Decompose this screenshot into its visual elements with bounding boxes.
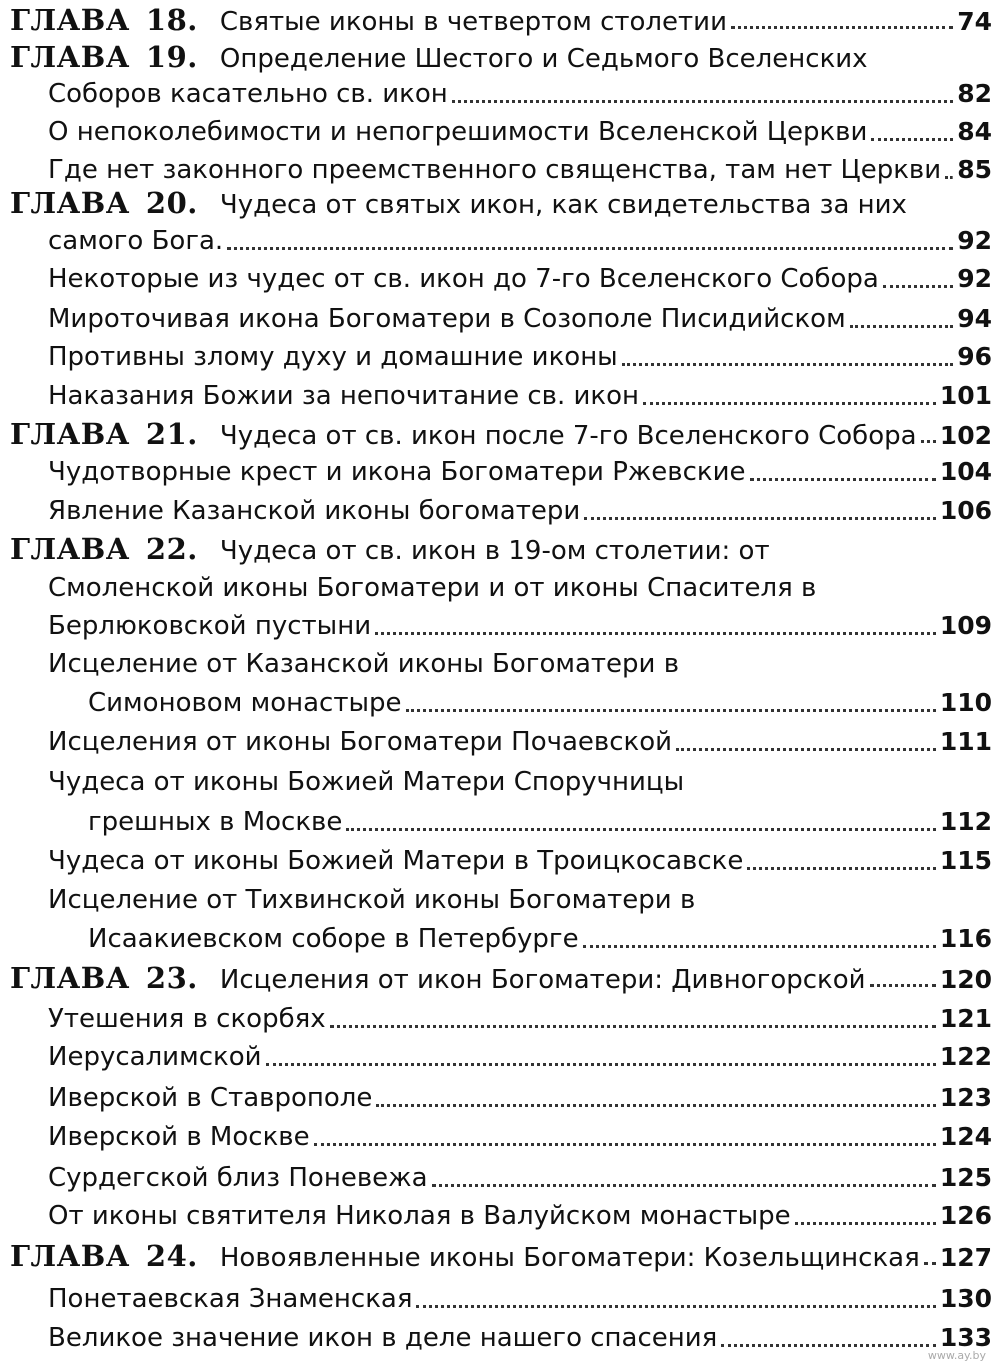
page-number: 74	[957, 7, 992, 36]
entry-title: Святые иконы в четвертом столетии	[219, 7, 727, 37]
toc-entry-line	[0, 610, 992, 642]
chapter-number: 20.	[145, 186, 198, 220]
chapter-label	[10, 1240, 198, 1272]
chapter-number: 19.	[145, 40, 198, 74]
page-number: 133	[939, 1323, 992, 1352]
leader-dots	[747, 867, 935, 870]
watermark: www.ay.by	[927, 1349, 986, 1362]
entry-title: Где нет законного преемственного священства, там нет Церкви	[48, 155, 942, 185]
entry-title: грешных в Москве	[88, 807, 343, 837]
leader-dots	[750, 478, 936, 481]
leader-dots	[883, 285, 953, 288]
leader-dots	[643, 402, 936, 405]
toc-entry-line	[0, 456, 992, 488]
entry-title: Сурдегской близ Поневежа	[48, 1163, 428, 1193]
page-number: 123	[939, 1083, 992, 1112]
leader-dots	[452, 100, 953, 103]
toc-entry-line	[0, 845, 992, 877]
page-number: 92	[957, 264, 992, 293]
page-number: 92	[957, 226, 992, 255]
toc-entry-line	[0, 687, 992, 719]
page-number: 85	[957, 155, 992, 184]
leader-dots	[622, 363, 953, 366]
page-number: 111	[939, 727, 992, 756]
leader-dots	[584, 517, 936, 520]
leader-dots	[406, 709, 936, 712]
entry-title: Явление Казанской иконы богоматери	[48, 496, 581, 526]
toc-entry-line	[0, 1200, 992, 1232]
entry-title: Чудотворные крест и икона Богоматери Ржевские	[48, 457, 746, 487]
toc-entry-line	[0, 648, 992, 680]
leader-dots	[676, 748, 936, 751]
entry-title: Исцеление от Казанской иконы Богоматери в	[48, 649, 680, 679]
leader-dots	[583, 945, 936, 948]
toc-entry-line	[0, 923, 992, 955]
page-number: 127	[939, 1243, 992, 1272]
page-number: 110	[939, 688, 992, 717]
toc-entry-line	[0, 78, 992, 110]
chapter-label	[10, 418, 198, 450]
toc-entry-line	[0, 1082, 992, 1114]
chapter-heading	[10, 962, 992, 994]
chapter-label	[10, 962, 198, 994]
leader-dots	[795, 1222, 936, 1225]
leader-dots	[850, 325, 954, 328]
page-number: 84	[957, 117, 992, 146]
page-number: 101	[939, 381, 992, 410]
toc-entry-line	[0, 1003, 992, 1035]
page-number: 112	[939, 807, 992, 836]
entry-title: Чудеса от иконы Божией Матери Споручницы	[48, 767, 685, 797]
toc-entry-line	[0, 806, 992, 838]
entry-title: Иерусалимской	[48, 1042, 262, 1072]
toc-entry-line	[0, 341, 992, 373]
toc-entry-line	[0, 884, 992, 916]
entry-title: Утешения в скорбях	[48, 1004, 326, 1034]
leader-dots	[375, 632, 936, 635]
toc-entry-line	[0, 1162, 992, 1194]
entry-title: Чудеса от иконы Божией Матери в Троицкосавске	[48, 846, 744, 876]
toc-entry-line	[0, 726, 992, 758]
leader-dots	[346, 828, 935, 831]
page-number: 130	[939, 1284, 992, 1313]
leader-dots	[376, 1104, 935, 1107]
entry-title: Противны злому духу и домашние иконы	[48, 342, 618, 372]
leader-dots	[945, 176, 953, 179]
page-number: 104	[939, 457, 992, 486]
entry-title: Исцеление от Тихвинской иконы Богоматери в	[48, 885, 696, 915]
toc-entry-line	[0, 1121, 992, 1153]
entry-title: Берлюковской пустыни	[48, 611, 372, 641]
entry-title: Чудеса от святых икон, как свидетельства за них	[219, 190, 907, 220]
chapter-heading	[10, 418, 992, 450]
entry-title: Чудеса от св. икон в 19-ом столетии: от	[219, 536, 770, 566]
toc-entry-line	[0, 1041, 992, 1073]
leader-dots	[721, 1344, 936, 1347]
toc-entry-line	[0, 225, 992, 257]
leader-dots	[870, 984, 936, 987]
entry-title: Определение Шестого и Седьмого Вселенских	[219, 44, 868, 74]
page-number: 109	[939, 611, 992, 640]
leader-dots	[314, 1143, 936, 1146]
toc-entry-line	[0, 154, 992, 186]
leader-dots	[924, 1262, 936, 1265]
toc-entry-line	[0, 380, 992, 412]
entry-title: О непоколебимости и непогрешимости Вселенской Церкви	[48, 117, 868, 147]
entry-title: Симоновом монастыре	[88, 688, 402, 718]
chapter-number: 21.	[145, 417, 198, 451]
page-number: 125	[939, 1163, 992, 1192]
page-number: 116	[939, 924, 992, 953]
chapter-number: 24.	[145, 1239, 198, 1273]
chapter-word: ГЛАВА	[10, 417, 130, 451]
chapter-heading	[10, 1240, 992, 1272]
chapter-label	[10, 41, 198, 73]
entry-title: Понетаевская Знаменская	[48, 1284, 413, 1314]
leader-dots	[921, 440, 936, 443]
chapter-heading	[10, 4, 992, 36]
chapter-label	[10, 4, 198, 36]
chapter-number: 18.	[145, 3, 198, 37]
toc-entry-line	[0, 1322, 992, 1354]
entry-title: Соборов касательно св. икон	[48, 79, 448, 109]
entry-title: Наказания Божии за непочитание св. икон	[48, 381, 639, 411]
entry-title: Великое значение икон в деле нашего спасения	[48, 1323, 718, 1353]
toc-entry-line	[0, 116, 992, 148]
chapter-label	[10, 533, 198, 565]
page-number: 94	[957, 304, 992, 333]
entry-title: Исаакиевском соборе в Петербурге	[88, 924, 579, 954]
chapter-label	[10, 187, 198, 219]
toc-entry-line	[0, 303, 992, 335]
page-number: 122	[939, 1042, 992, 1071]
leader-dots	[416, 1305, 935, 1308]
leader-dots	[330, 1025, 936, 1028]
leader-dots	[731, 26, 953, 29]
chapter-heading	[10, 187, 992, 219]
page-number: 102	[939, 421, 992, 450]
chapter-word: ГЛАВА	[10, 532, 130, 566]
entry-title: Исцеления от икон Богоматери: Дивногорской	[219, 965, 866, 995]
chapter-word: ГЛАВА	[10, 961, 130, 995]
page-number: 120	[939, 965, 992, 994]
entry-title: Иверской в Москве	[48, 1122, 310, 1152]
chapter-word: ГЛАВА	[10, 3, 130, 37]
page-number: 124	[939, 1122, 992, 1151]
page-number: 96	[957, 342, 992, 371]
entry-title: Иверской в Ставрополе	[48, 1083, 373, 1113]
toc-entry-line	[0, 495, 992, 527]
page-number: 126	[939, 1201, 992, 1230]
entry-title: Новоявленные иконы Богоматери: Козельщинская	[219, 1243, 920, 1273]
entry-title: Мироточивая икона Богоматери в Созополе Писидийском	[48, 304, 846, 334]
entry-title: Некоторые из чудес от св. икон до 7-го Вселенского Собора	[48, 264, 879, 294]
chapter-number: 23.	[145, 961, 198, 995]
leader-dots	[266, 1063, 936, 1066]
page-number: 115	[939, 846, 992, 875]
entry-title: самого Бога.	[48, 226, 224, 256]
toc-entry-line	[0, 572, 992, 604]
entry-title: Исцеления от иконы Богоматери Почаевской	[48, 727, 673, 757]
chapter-word: ГЛАВА	[10, 1239, 130, 1273]
chapter-heading	[10, 533, 992, 565]
chapter-word: ГЛАВА	[10, 40, 130, 74]
chapter-heading	[10, 41, 992, 73]
page-number: 121	[939, 1004, 992, 1033]
leader-dots	[432, 1184, 936, 1187]
toc-entry-line	[0, 766, 992, 798]
chapter-word: ГЛАВА	[10, 186, 130, 220]
leader-dots	[227, 247, 953, 250]
entry-title: Чудеса от св. икон после 7-го Вселенского Собора	[219, 421, 917, 451]
entry-title: Смоленской иконы Богоматери и от иконы Спасителя в	[48, 573, 817, 603]
leader-dots	[871, 138, 953, 141]
toc-entry-line	[0, 1283, 992, 1315]
chapter-number: 22.	[145, 532, 198, 566]
toc-entry-line	[0, 263, 992, 295]
entry-title: От иконы святителя Николая в Валуйском монастыре	[48, 1201, 791, 1231]
page-number: 106	[939, 496, 992, 525]
page-number: 82	[957, 79, 992, 108]
